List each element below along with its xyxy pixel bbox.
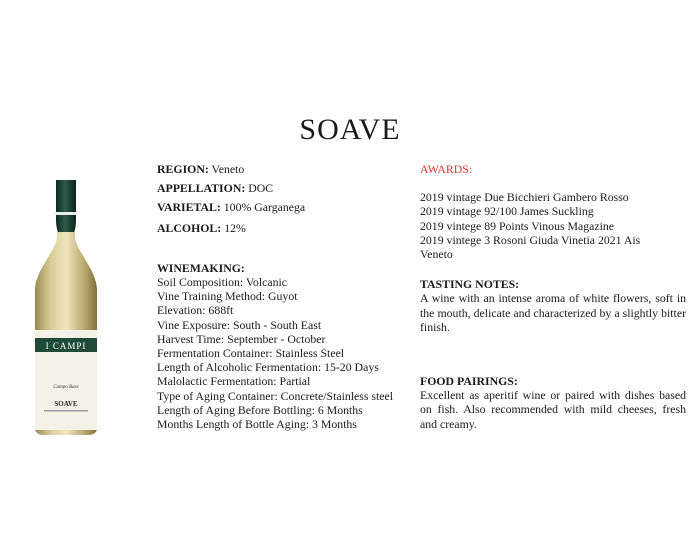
winemaking-line: Vine Exposure: South - South East: [157, 317, 322, 332]
spec-region: REGION: Veneto: [157, 162, 245, 176]
left-column: [157, 162, 407, 431]
food-text: Excellent as aperitif wine or paired with dishes based on fish. Also recommended with mild cheeses, fresh and creamy.: [420, 388, 686, 431]
award-line: 2019 vintage Due Bicchieri Gambero Rosso: [420, 190, 629, 205]
bottle-brand-label: I CAMPI: [45, 341, 87, 351]
awards-list: [420, 190, 686, 261]
winemaking-line: Months Length of Bottle Aging: 3 Months: [157, 417, 357, 432]
winemaking-line: Elevation: 688ft: [157, 303, 234, 318]
winemaking-line: Vine Training Method: Guyot: [157, 289, 298, 304]
food-section: [420, 374, 686, 431]
winemaking-line: Soil Composition: Volcanic: [157, 275, 287, 290]
page-title: SOAVE: [299, 113, 401, 146]
winemaking-line: Malolactic Fermentation: Partial: [157, 374, 311, 389]
spec-appellation: APPELLATION: DOC: [157, 181, 274, 196]
bottle-name-label: SOAVE: [54, 400, 78, 408]
bottle-subtitle-label: Campo Base: [53, 385, 79, 390]
spec-alcohol: ALCOHOL: 12%: [157, 220, 246, 235]
food-heading: FOOD PAIRINGS:: [420, 374, 518, 389]
award-line: 2019 vintage 92/100 James Suckling: [420, 204, 594, 219]
tasting-text: A wine with an intense aroma of white flowers, soft in the mouth, delicate and characterized by a slightly bitter finish.: [420, 291, 686, 334]
award-line: Veneto: [420, 247, 453, 262]
wine-bottle-image: [30, 178, 102, 438]
right-column: [420, 162, 686, 431]
winemaking-line: Length of Aging Before Bottling: 6 Months: [157, 402, 363, 417]
spec-varietal: VARIETAL: 100% Garganega: [157, 200, 306, 215]
winemaking-heading: WINEMAKING:: [157, 260, 245, 275]
tasting-heading: TASTING NOTES:: [420, 277, 520, 292]
tasting-section: [420, 277, 686, 334]
winemaking-line: Type of Aging Container: Concrete/Stainless steel: [157, 388, 394, 403]
award-line: 2019 vintege 89 Points Vinous Magazine: [420, 218, 615, 233]
award-line: 2019 vintege 3 Rosoni Giuda Vinetia 2021 Ais: [420, 232, 641, 247]
winemaking-section: [157, 261, 407, 431]
winemaking-line: Fermentation Container: Stainless Steel: [157, 346, 345, 361]
awards-heading: AWARDS:: [420, 162, 473, 176]
winemaking-line: Harvest Time: September - October: [157, 331, 326, 346]
winemaking-line: Length of Alcoholic Fermentation: 15-20 Days: [157, 360, 379, 375]
